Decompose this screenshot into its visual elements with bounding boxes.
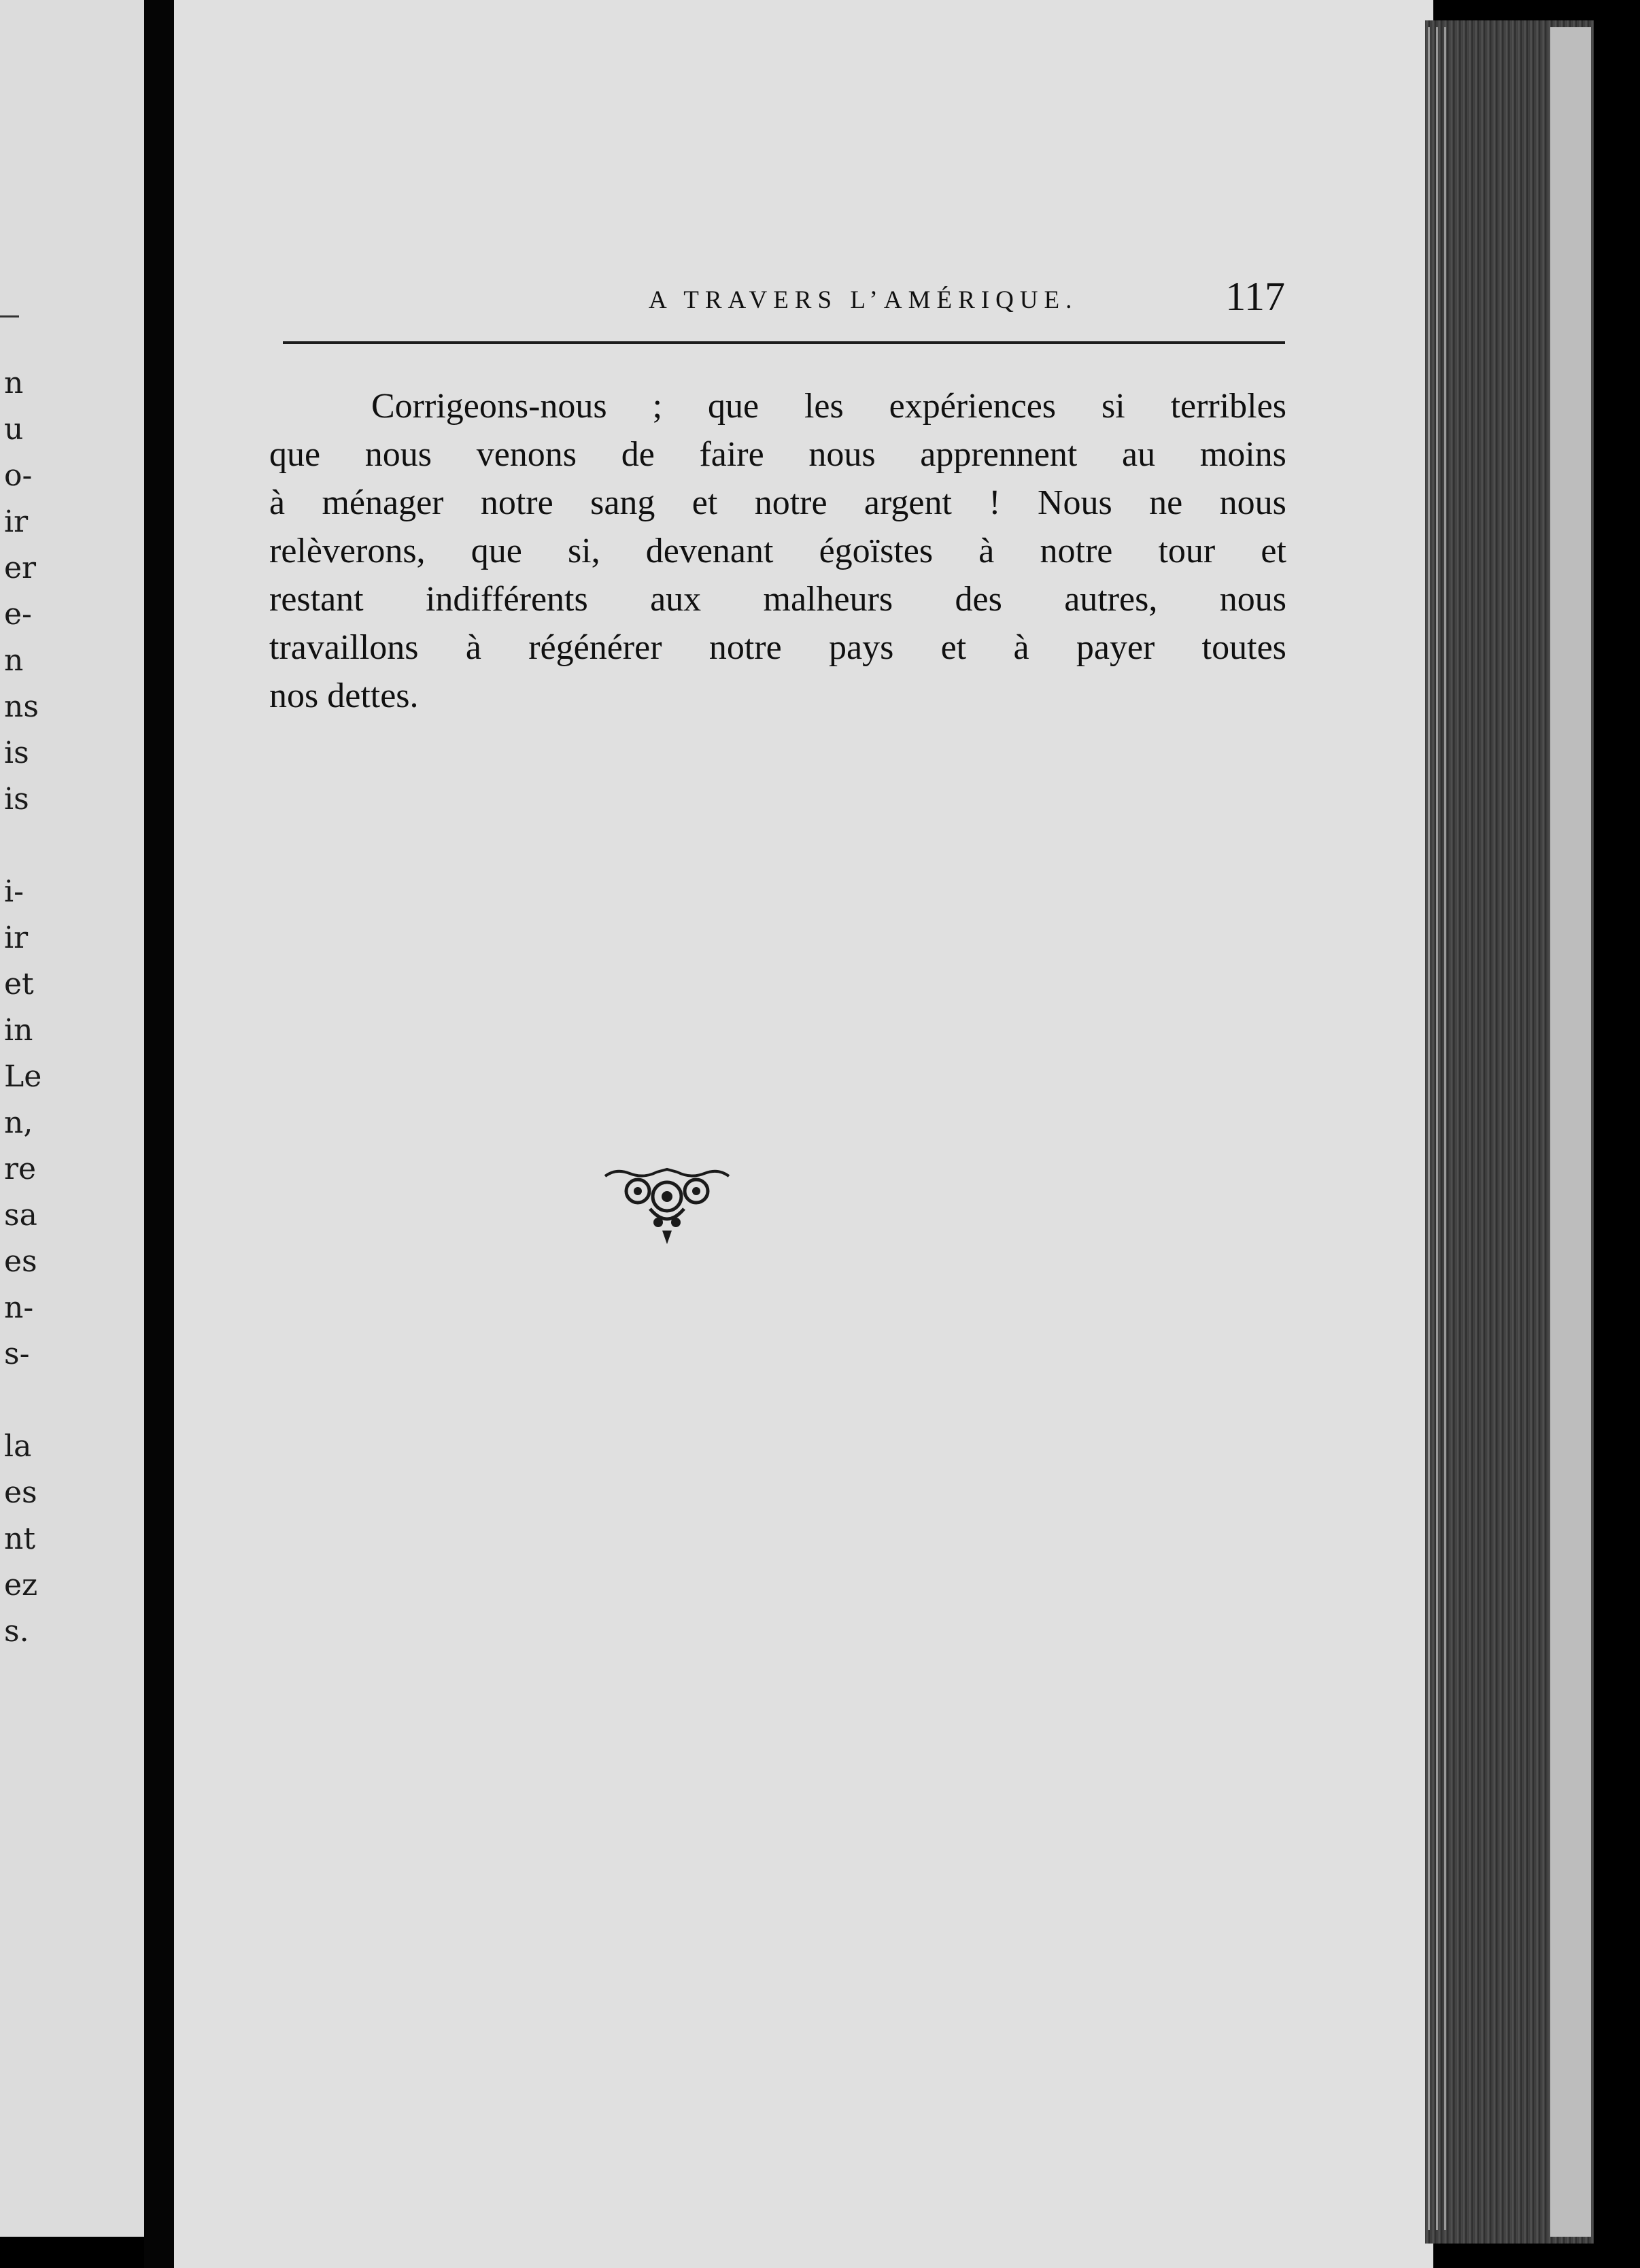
word: que xyxy=(707,387,759,426)
word: si, xyxy=(567,532,600,570)
word: et xyxy=(940,628,967,667)
word: que xyxy=(471,532,522,570)
left-fragment: Le xyxy=(4,1059,42,1094)
left-page-text-fragments xyxy=(4,360,41,1655)
word: faire xyxy=(699,435,764,474)
left-fragment: n xyxy=(4,643,24,678)
left-fragment: is xyxy=(4,782,29,817)
word: travaillons xyxy=(269,628,419,667)
text-line-content: nos dettes. xyxy=(269,676,419,715)
left-fragment: re xyxy=(4,1152,37,1186)
word: égoïstes xyxy=(819,532,934,570)
left-fragment: s. xyxy=(4,1614,29,1649)
running-title: A TRAVERS L’AMÉRIQUE. xyxy=(649,286,1078,314)
left-fragment: er xyxy=(4,551,37,585)
floral-tailpiece-ornament-icon xyxy=(602,1164,732,1248)
word: ne xyxy=(1149,483,1183,522)
word: indifférents xyxy=(425,580,588,619)
word: toutes xyxy=(1201,628,1286,667)
word: aux xyxy=(650,580,702,619)
book-gutter xyxy=(144,0,174,2268)
text-line xyxy=(269,382,1286,430)
text-line-content xyxy=(269,527,1286,575)
word: pays xyxy=(828,628,894,667)
word: notre xyxy=(754,483,827,522)
word: notre xyxy=(480,483,553,522)
header-rule xyxy=(283,341,1285,344)
page-edge-line xyxy=(1444,27,1446,2230)
page-edge-line xyxy=(1428,27,1430,2230)
word: sang xyxy=(590,483,655,522)
page-edge-highlight xyxy=(1550,27,1591,2237)
word: notre xyxy=(708,628,782,667)
left-fragment: es xyxy=(4,1244,37,1279)
word: à xyxy=(269,483,286,522)
text-line xyxy=(269,479,1286,527)
left-facing-page xyxy=(0,0,144,2237)
left-fragment: i- xyxy=(4,874,24,909)
text-line xyxy=(269,672,1286,720)
word: si xyxy=(1101,387,1125,426)
word: ménager xyxy=(322,483,444,522)
word: à xyxy=(1013,628,1029,667)
word: ! xyxy=(989,483,1001,522)
word: que xyxy=(269,435,321,474)
left-fragment xyxy=(4,823,41,869)
word: expériences xyxy=(889,387,1057,426)
word: les xyxy=(804,387,844,426)
word: à xyxy=(465,628,481,667)
left-fragment: n- xyxy=(4,1290,34,1325)
word: terribles xyxy=(1170,387,1286,426)
left-fragment: ns xyxy=(4,689,39,724)
left-fragment: is xyxy=(4,736,29,770)
text-line-content xyxy=(269,430,1286,479)
word: devenant xyxy=(645,532,774,570)
word: argent xyxy=(864,483,952,522)
word: payer xyxy=(1076,628,1155,667)
word: à xyxy=(978,532,995,570)
text-line-content xyxy=(371,382,1286,430)
text-line-content xyxy=(269,623,1286,672)
running-head xyxy=(476,273,1285,328)
left-page-rule xyxy=(0,315,19,317)
word: relèverons, xyxy=(269,532,426,570)
word: ; xyxy=(652,387,663,426)
left-fragment: et xyxy=(4,967,34,1001)
left-fragment: u xyxy=(4,412,24,447)
text-line-content xyxy=(269,479,1286,527)
text-line-content xyxy=(269,575,1286,623)
right-page xyxy=(174,0,1433,2268)
page-number: 117 xyxy=(1225,274,1285,319)
word: Nous xyxy=(1037,483,1112,522)
left-fragment: es xyxy=(4,1475,37,1510)
word: restant xyxy=(269,580,364,619)
body-paragraph xyxy=(269,382,1286,720)
word: apprennent xyxy=(920,435,1078,474)
page-edge-line xyxy=(1436,27,1438,2230)
word: notre xyxy=(1040,532,1113,570)
text-line xyxy=(269,623,1286,672)
text-line xyxy=(269,430,1286,479)
left-fragment: ir xyxy=(4,504,29,539)
word: Corrigeons-nous xyxy=(371,387,607,426)
left-fragment: n xyxy=(4,366,24,400)
word: nous xyxy=(808,435,876,474)
left-fragment xyxy=(4,1377,41,1424)
text-line xyxy=(269,527,1286,575)
word: des xyxy=(955,580,1002,619)
left-fragment: e- xyxy=(4,597,32,632)
word: nous xyxy=(1219,483,1286,522)
word: moins xyxy=(1199,435,1286,474)
left-fragment: sa xyxy=(4,1198,37,1233)
left-fragment: la xyxy=(4,1429,32,1464)
word: régénérer xyxy=(528,628,662,667)
word: nous xyxy=(1219,580,1286,619)
left-fragment: s- xyxy=(4,1337,30,1371)
word: et xyxy=(1261,532,1286,570)
word: nous xyxy=(364,435,432,474)
left-fragment: ez xyxy=(4,1568,38,1602)
left-fragment: n, xyxy=(4,1105,33,1140)
word: malheurs xyxy=(763,580,893,619)
word: autres, xyxy=(1064,580,1158,619)
left-fragment: nt xyxy=(4,1522,36,1556)
word: et xyxy=(691,483,718,522)
left-fragment: ir xyxy=(4,921,29,955)
word: venons xyxy=(476,435,577,474)
word: de xyxy=(621,435,655,474)
left-fragment: in xyxy=(4,1013,33,1048)
left-fragment: o- xyxy=(4,458,33,493)
word: au xyxy=(1121,435,1156,474)
text-line xyxy=(269,575,1286,623)
word: tour xyxy=(1158,532,1216,570)
